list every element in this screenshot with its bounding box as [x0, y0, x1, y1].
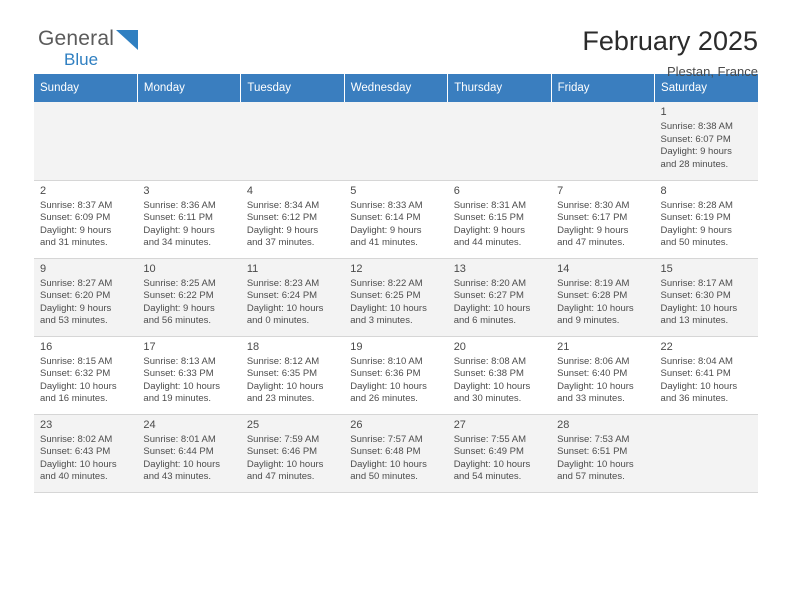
weekday-header-saturday: Saturday — [655, 74, 758, 102]
sunset-text: Sunset: 6:12 PM — [246, 212, 318, 224]
calendar-cell-empty — [137, 102, 240, 180]
daylight-text: and 44 minutes. — [453, 237, 522, 249]
daylight-text: and 9 minutes. — [557, 315, 620, 327]
sunset-text: Sunset: 6:49 PM — [453, 446, 524, 458]
day-number: 7 — [557, 184, 564, 197]
sunset-text: Sunset: 6:43 PM — [40, 446, 111, 458]
weekday-header-thursday: Thursday — [448, 74, 551, 102]
calendar-day-cell — [551, 258, 654, 336]
sunrise-text: Sunrise: 8:34 AM — [246, 199, 320, 211]
daylight-text: and 30 minutes. — [453, 393, 522, 405]
calendar-day-cell — [344, 258, 447, 336]
sunrise-text: Sunrise: 8:08 AM — [453, 355, 527, 367]
calendar-day-cell — [551, 180, 654, 258]
calendar-day-cell — [448, 414, 551, 492]
page-header — [34, 0, 758, 79]
sunrise-text: Sunrise: 8:17 AM — [660, 277, 733, 289]
sunset-text: Sunset: 6:17 PM — [557, 212, 628, 224]
daylight-text: and 47 minutes. — [557, 237, 625, 249]
sunrise-text: Sunrise: 8:30 AM — [557, 199, 630, 211]
sunrise-text: Sunrise: 7:59 AM — [246, 433, 320, 445]
sunset-text: Sunset: 6:44 PM — [143, 446, 214, 458]
daylight-text: and 54 minutes. — [453, 471, 522, 483]
day-number: 4 — [246, 184, 253, 197]
calendar-day-cell — [137, 336, 240, 414]
sunset-text: Sunset: 6:32 PM — [40, 368, 111, 380]
calendar-cell-empty — [655, 414, 758, 492]
title-block — [582, 28, 758, 79]
sunrise-text: Sunrise: 7:53 AM — [557, 433, 630, 445]
daylight-text: Daylight: 9 hours — [143, 302, 215, 314]
daylight-text: Daylight: 10 hours — [453, 302, 531, 314]
daylight-text: Daylight: 9 hours — [660, 146, 732, 158]
sunrise-text: Sunrise: 8:10 AM — [350, 355, 423, 367]
page-title: February 2025 — [582, 26, 758, 56]
day-number: 25 — [246, 418, 260, 431]
calendar-week-row — [34, 414, 758, 492]
sunrise-text: Sunrise: 8:20 AM — [453, 277, 527, 289]
day-number: 21 — [557, 340, 570, 353]
calendar-day-cell — [34, 180, 137, 258]
day-number: 20 — [453, 340, 466, 353]
day-number: 2 — [40, 184, 47, 197]
daylight-text: Daylight: 10 hours — [557, 302, 634, 314]
day-number: 15 — [660, 262, 673, 275]
sunrise-text: Sunrise: 7:55 AM — [453, 433, 527, 445]
calendar-body — [34, 102, 758, 492]
daylight-text: and 41 minutes. — [350, 237, 418, 249]
daylight-text: Daylight: 10 hours — [350, 302, 427, 314]
sunrise-text: Sunrise: 8:02 AM — [40, 433, 113, 445]
daylight-text: and 19 minutes. — [143, 393, 212, 405]
daylight-text: and 33 minutes. — [557, 393, 625, 405]
calendar-week-row — [34, 336, 758, 414]
daylight-text: and 28 minutes. — [660, 158, 729, 170]
calendar-day-cell — [448, 180, 551, 258]
day-number: 9 — [40, 262, 47, 275]
calendar-day-cell — [448, 336, 551, 414]
sunrise-text: Sunrise: 8:15 AM — [40, 355, 113, 367]
daylight-text: Daylight: 10 hours — [660, 380, 738, 392]
day-number: 12 — [350, 262, 363, 275]
daylight-text: Daylight: 9 hours — [40, 302, 112, 314]
daylight-text: Daylight: 10 hours — [453, 380, 531, 392]
daylight-text: and 23 minutes. — [246, 393, 315, 405]
sunrise-text: Sunrise: 8:25 AM — [143, 277, 216, 289]
daylight-text: Daylight: 9 hours — [453, 224, 525, 236]
daylight-text: and 57 minutes. — [557, 471, 625, 483]
daylight-text: and 53 minutes. — [40, 315, 108, 327]
sunset-text: Sunset: 6:48 PM — [350, 446, 421, 458]
daylight-text: Daylight: 10 hours — [246, 302, 324, 314]
calendar-day-cell — [137, 258, 240, 336]
sunset-text: Sunset: 6:20 PM — [40, 290, 111, 302]
sunset-text: Sunset: 6:33 PM — [143, 368, 214, 380]
day-number: 18 — [246, 340, 260, 353]
daylight-text: Daylight: 10 hours — [143, 380, 220, 392]
calendar-day-cell — [344, 414, 447, 492]
sunrise-text: Sunrise: 8:23 AM — [246, 277, 320, 289]
day-number: 16 — [40, 340, 53, 353]
day-number: 8 — [660, 184, 667, 197]
daylight-text: and 40 minutes. — [40, 471, 108, 483]
blue-flag-icon — [116, 30, 138, 54]
sunrise-text: Sunrise: 8:13 AM — [143, 355, 216, 367]
weekday-header-monday: Monday — [137, 74, 240, 102]
daylight-text: Daylight: 10 hours — [40, 458, 117, 470]
daylight-text: Daylight: 10 hours — [143, 458, 220, 470]
sunrise-text: Sunrise: 7:57 AM — [350, 433, 423, 445]
calendar-day-cell — [34, 414, 137, 492]
sunset-text: Sunset: 6:07 PM — [660, 133, 731, 145]
brand-logo[interactable] — [34, 28, 138, 68]
calendar-day-cell — [655, 102, 758, 180]
day-number: 13 — [453, 262, 466, 275]
sunrise-sunset-calendar — [34, 74, 758, 493]
sunrise-text: Sunrise: 8:36 AM — [143, 199, 216, 211]
calendar-day-cell — [241, 414, 344, 492]
daylight-text: and 3 minutes. — [350, 315, 413, 327]
brand-name-blue: Blue — [64, 50, 99, 69]
daylight-text: and 50 minutes. — [660, 237, 729, 249]
day-number: 26 — [350, 418, 363, 431]
sunrise-text: Sunrise: 8:12 AM — [246, 355, 320, 367]
calendar-day-cell — [344, 336, 447, 414]
calendar-day-cell — [241, 258, 344, 336]
calendar-cell-empty — [34, 102, 137, 180]
brand-name-general: General — [38, 27, 115, 50]
day-number: 19 — [350, 340, 363, 353]
calendar-day-cell — [137, 180, 240, 258]
sunrise-text: Sunrise: 8:19 AM — [557, 277, 630, 289]
day-number: 28 — [557, 418, 570, 431]
sunset-text: Sunset: 6:22 PM — [143, 290, 214, 302]
daylight-text: and 26 minutes. — [350, 393, 418, 405]
calendar-day-cell — [448, 258, 551, 336]
daylight-text: and 13 minutes. — [660, 315, 729, 327]
calendar-cell-empty — [241, 102, 344, 180]
sunrise-text: Sunrise: 8:28 AM — [660, 199, 733, 211]
sunrise-text: Sunrise: 8:01 AM — [143, 433, 216, 445]
daylight-text: and 34 minutes. — [143, 237, 212, 249]
calendar-day-cell — [241, 336, 344, 414]
daylight-text: and 36 minutes. — [660, 393, 729, 405]
weekday-header-tuesday: Tuesday — [241, 74, 344, 102]
day-number: 1 — [660, 106, 667, 118]
daylight-text: and 31 minutes. — [40, 237, 108, 249]
daylight-text: Daylight: 10 hours — [350, 380, 427, 392]
calendar-day-cell — [241, 180, 344, 258]
day-number: 5 — [350, 184, 357, 197]
weekday-header-friday: Friday — [551, 74, 654, 102]
daylight-text: and 6 minutes. — [453, 315, 517, 327]
day-number: 17 — [143, 340, 156, 353]
daylight-text: and 0 minutes. — [246, 315, 310, 327]
sunset-text: Sunset: 6:11 PM — [143, 212, 213, 224]
calendar-day-cell — [34, 258, 137, 336]
daylight-text: and 47 minutes. — [246, 471, 315, 483]
daylight-text: Daylight: 10 hours — [246, 458, 324, 470]
calendar-day-cell — [655, 180, 758, 258]
calendar-cell-empty — [551, 102, 654, 180]
daylight-text: and 37 minutes. — [246, 237, 315, 249]
daylight-text: Daylight: 9 hours — [350, 224, 422, 236]
daylight-text: and 16 minutes. — [40, 393, 108, 405]
sunset-text: Sunset: 6:30 PM — [660, 290, 731, 302]
daylight-text: Daylight: 9 hours — [40, 224, 112, 236]
sunrise-text: Sunrise: 8:37 AM — [40, 199, 113, 211]
sunrise-text: Sunrise: 8:31 AM — [453, 199, 527, 211]
sunset-text: Sunset: 6:41 PM — [660, 368, 731, 380]
daylight-text: Daylight: 10 hours — [557, 458, 634, 470]
day-number: 23 — [40, 418, 53, 431]
day-number: 3 — [143, 184, 150, 197]
sunset-text: Sunset: 6:38 PM — [453, 368, 524, 380]
sunrise-text: Sunrise: 8:27 AM — [40, 277, 113, 289]
sunrise-text: Sunrise: 8:38 AM — [660, 121, 733, 132]
day-number: 11 — [246, 262, 259, 275]
day-number: 6 — [453, 184, 460, 197]
daylight-text: Daylight: 10 hours — [350, 458, 427, 470]
daylight-text: Daylight: 9 hours — [660, 224, 732, 236]
daylight-text: and 50 minutes. — [350, 471, 418, 483]
day-number: 27 — [453, 418, 466, 431]
daylight-text: Daylight: 9 hours — [557, 224, 629, 236]
calendar-week-row — [34, 180, 758, 258]
daylight-text: Daylight: 10 hours — [660, 302, 738, 314]
sunrise-text: Sunrise: 8:06 AM — [557, 355, 630, 367]
sunset-text: Sunset: 6:46 PM — [246, 446, 318, 458]
daylight-text: Daylight: 10 hours — [557, 380, 634, 392]
daylight-text: and 43 minutes. — [143, 471, 212, 483]
sunset-text: Sunset: 6:19 PM — [660, 212, 731, 224]
calendar-day-cell — [655, 336, 758, 414]
daylight-text: Daylight: 9 hours — [143, 224, 215, 236]
calendar-day-cell — [34, 336, 137, 414]
calendar-cell-empty — [448, 102, 551, 180]
daylight-text: Daylight: 9 hours — [246, 224, 319, 236]
sunrise-text: Sunrise: 8:33 AM — [350, 199, 423, 211]
daylight-text: Daylight: 10 hours — [40, 380, 117, 392]
weekday-header-sunday: Sunday — [34, 74, 137, 102]
sunset-text: Sunset: 6:14 PM — [350, 212, 421, 224]
daylight-text: Daylight: 10 hours — [246, 380, 324, 392]
day-number: 14 — [557, 262, 570, 275]
calendar-day-cell — [137, 414, 240, 492]
day-number: 10 — [143, 262, 156, 275]
calendar-day-cell — [344, 180, 447, 258]
calendar-week-row — [34, 258, 758, 336]
sunset-text: Sunset: 6:09 PM — [40, 212, 111, 224]
sunset-text: Sunset: 6:24 PM — [246, 290, 318, 302]
day-number: 22 — [660, 340, 673, 353]
daylight-text: and 56 minutes. — [143, 315, 212, 327]
calendar-day-cell — [551, 336, 654, 414]
location-subtitle: Plestan, France — [666, 64, 758, 79]
calendar-day-cell — [551, 414, 654, 492]
calendar-week-row — [34, 102, 758, 180]
calendar-cell-empty — [344, 102, 447, 180]
sunset-text: Sunset: 6:36 PM — [350, 368, 421, 380]
sunset-text: Sunset: 6:27 PM — [453, 290, 524, 302]
sunrise-text: Sunrise: 8:04 AM — [660, 355, 733, 367]
sunset-text: Sunset: 6:40 PM — [557, 368, 628, 380]
daylight-text: Daylight: 10 hours — [453, 458, 531, 470]
day-number: 24 — [143, 418, 156, 431]
sunset-text: Sunset: 6:28 PM — [557, 290, 628, 302]
calendar-day-cell — [655, 258, 758, 336]
sunset-text: Sunset: 6:25 PM — [350, 290, 421, 302]
sunrise-text: Sunrise: 8:22 AM — [350, 277, 423, 289]
sunset-text: Sunset: 6:51 PM — [557, 446, 628, 458]
sunset-text: Sunset: 6:15 PM — [453, 212, 524, 224]
weekday-header-wednesday: Wednesday — [344, 74, 447, 102]
sunset-text: Sunset: 6:35 PM — [246, 368, 318, 380]
